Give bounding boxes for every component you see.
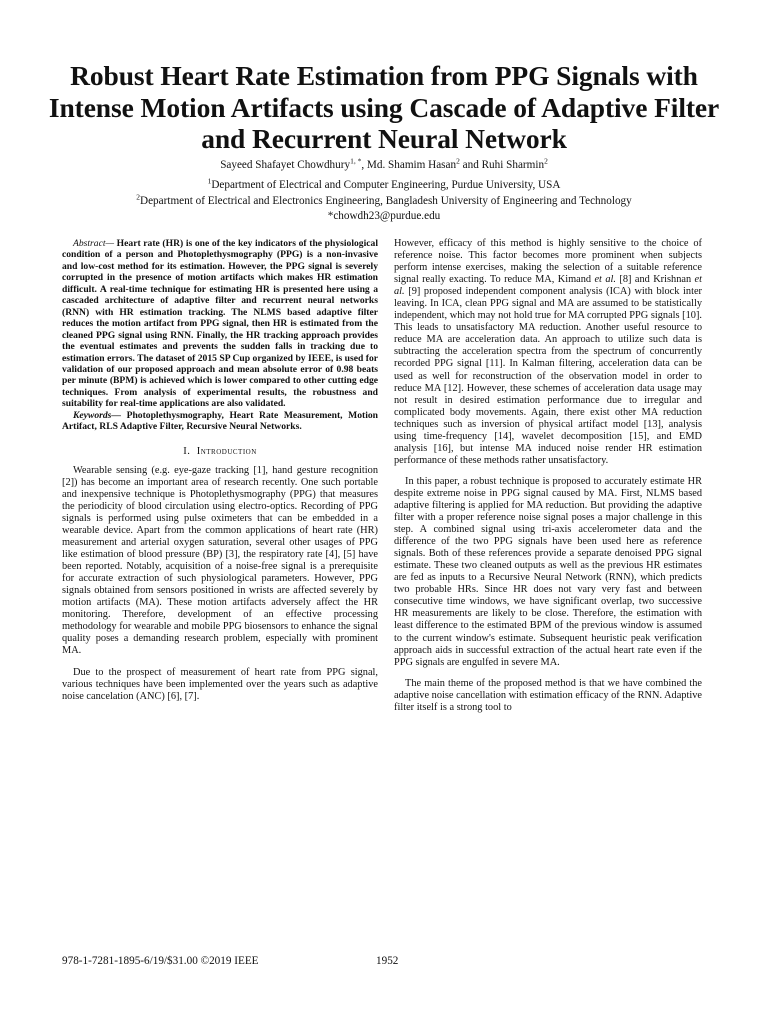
body-paragraph: The main theme of the proposed method is that we have combined the adaptive noise cancellation with estimation efficacy of the RNN. Adaptive filter itself is a strong tool to: [394, 677, 702, 713]
author-separator: and: [459, 159, 482, 171]
abstract-text: Heart rate (HR) is one of the key indicators of the physiological condition of a person and Photoplethysmography (PPG) is a non-invasive and low-cost method for its estimation. However, the PPG signal is severely corrupted in the presence of motion artifacts which makes HR estimation difficult. A real-time technique for estimating HR is presented here using a cascaded architecture of adaptive filter and recurrent neural networks (RNN) with HR estimation tracking. The NLMS based adaptive filter reduces the motion artifact from PPG signal, then HR is estimated from the cleaned PPG signal using RNN. Finally, the HR tracking approach provides the eventual estimates and prevents the sudden falls in tracking due to estimation errors. The dataset of 2015 SP Cup organized by IEEE, is used for validation of our proposed approach and mean absolute error of 0.98 beats per minute (BPM) is achieved which is lower compared to other cutting edge techniques. From analysis of experimental results, the robustness and suitability for real-time applications are also validated.: [62, 238, 378, 410]
abstract: [62, 238, 378, 410]
et-al: et al.: [594, 274, 616, 286]
paper-title: Robust Heart Rate Estimation from PPG Signals with Intense Motion Artifacts using Cascade of Adaptive Filter and Recurrent Neural Network: [48, 60, 720, 154]
affiliation-2: [20, 194, 748, 208]
affiliation-text: Department of Electrical and Electronics Engineering, Bangladesh University of Engineering and Technology: [140, 195, 632, 207]
text-run: [9] proposed independent component analysis (ICA) with block inter leaving. In ICA, clean PPG signal and MA are assumed to be statistically independent, which may not hold true for MA corrupted PPG signals [10]. This leads to unsatisfactory MA reduction. Another useful resource to reduce MA are acceleration data. An approach to utilize such data is subtracting the acceleration spectra from the spectrum of concurrently recorded PPG signal [11]. In Kalman filtering, acceleration data can be used as well for reconstruction of the observation model in order to reduce MA [12]. However, these schemes of acceleration data usage may not result in desired estimation performance due to irregular and complicated body movements. Again, there exist other MA reduction techniques such as inversion of physical artifact model [13], analysis using time-frequency [14], wavelet decomposition [15], and EMD analysis [16], but intense MA induced noise render HR estimation performance of these methods rather unsatisfactory.: [394, 286, 702, 466]
author-name: Md. Shamim Hasan: [366, 159, 457, 171]
footer-isbn: 978-1-7281-1895-6/19/$31.00 ©2019 IEEE: [62, 955, 259, 967]
author-name: Sayeed Shafayet Chowdhury: [220, 159, 351, 171]
affiliation-mark: 2: [136, 192, 140, 202]
body-paragraph: [394, 238, 702, 467]
affiliation-text: Department of Electrical and Computer Engineering, Purdue University, USA: [211, 179, 561, 191]
author-affiliation-mark: 2: [544, 156, 548, 166]
intro-paragraph: Due to the prospect of measurement of heart rate from PPG signal, various techniques have been implemented over the years such as adaptive noise cancelation (ANC) [6], [7].: [62, 666, 378, 702]
section-name: Introduction: [196, 445, 257, 457]
text-run: [8] and Krishnan: [615, 274, 695, 286]
author-separator: ,: [361, 159, 367, 171]
keywords: [62, 410, 378, 433]
keywords-text: Photoplethysmography, Heart Rate Measurement, Motion Artifact, RLS Adaptive Filter, Recursive Neural Networks.: [62, 409, 378, 433]
author-affiliation-mark: 1, *: [350, 156, 362, 166]
left-column: [62, 238, 378, 703]
page-number: 1952: [376, 955, 399, 967]
right-column: [394, 238, 702, 714]
text-run: However, efficacy of this method is highly sensitive to the choice of reference noise. This factor becomes more prominent when subjects perform intense exercises, making the selection of a suitable reference signal really exacting. To reduce MA, Kimand: [394, 238, 702, 286]
affiliation-1: [20, 178, 748, 192]
affiliation-mark: 1: [207, 176, 212, 186]
section-heading: [62, 446, 378, 458]
et-al: et al.: [394, 274, 703, 298]
section-number: I.: [183, 445, 191, 457]
author-name: Ruhi Sharmin: [481, 159, 545, 171]
body-paragraph: In this paper, a robust technique is proposed to accurately estimate HR despite extreme noise in PPG signal caused by MA. First, NLMS based adaptive filtering is applied for MA reduction. But providing the adaptive filter with a proper reference noise signal poses a major challenge in this step. A combined signal using tri-axis accelerometer data and the difference of the two PPG signals have been used here as reference signals. Both of these references provide a separate denoised PPG signal estimate. These two cleaned outputs as well as the previous HR estimates are fed as inputs to a Recursive Neural Network (RNN), which predicts two probable HRs. Since HR does not vary very fast and between consecutive time windows, we have significant overlap, two successive HR measurements are likely to be close. Therefore, the estimation with least difference to the estimated BPM of the previous window is assumed to the current window's estimate. Subsequent heuristic peak verification approach aids in successful extraction of the actual heart rate even if the PPG signals are engulfed in severe MA.: [394, 475, 702, 668]
abstract-lead: Abstract—: [73, 238, 115, 249]
corresponding-email: *chowdh23@purdue.edu: [327, 210, 441, 222]
author-affiliation-mark: 2: [456, 156, 460, 166]
keywords-lead: Keywords—: [73, 409, 121, 421]
author-list: [20, 158, 748, 172]
intro-paragraph: Wearable sensing (e.g. eye-gaze tracking [1], hand gesture recognition [2]) has become an important area of research recently. One such portable and inexpensive technique is Photoplethysmography (PPG) that measures the periodicity of blood circulation using electro-optics. Recording of PPG signals is performed using pulse oximeters that can be embedded in a wearable device. Apart from the common applications of heart rate (HR) measurement and arterial oxygen saturation, several other usages of PPG like estimation of blood pressure (BP) [3], the respiratory rate [4], [5] have been reported. Notably, acquisition of a noise-free signal is a prerequisite for accurate extraction of such physiological parameters. However, PPG signals obtained from sensors positioned in wrists are affected severely by motion artifacts (MA). These motion artifacts adversely affect the HR monitoring. Therefore, development of an effective processing methodology for wearable and mobile PPG biosensors to enhance the signal quality poses a demanding research problem, especially with prominent MA.: [62, 464, 378, 657]
